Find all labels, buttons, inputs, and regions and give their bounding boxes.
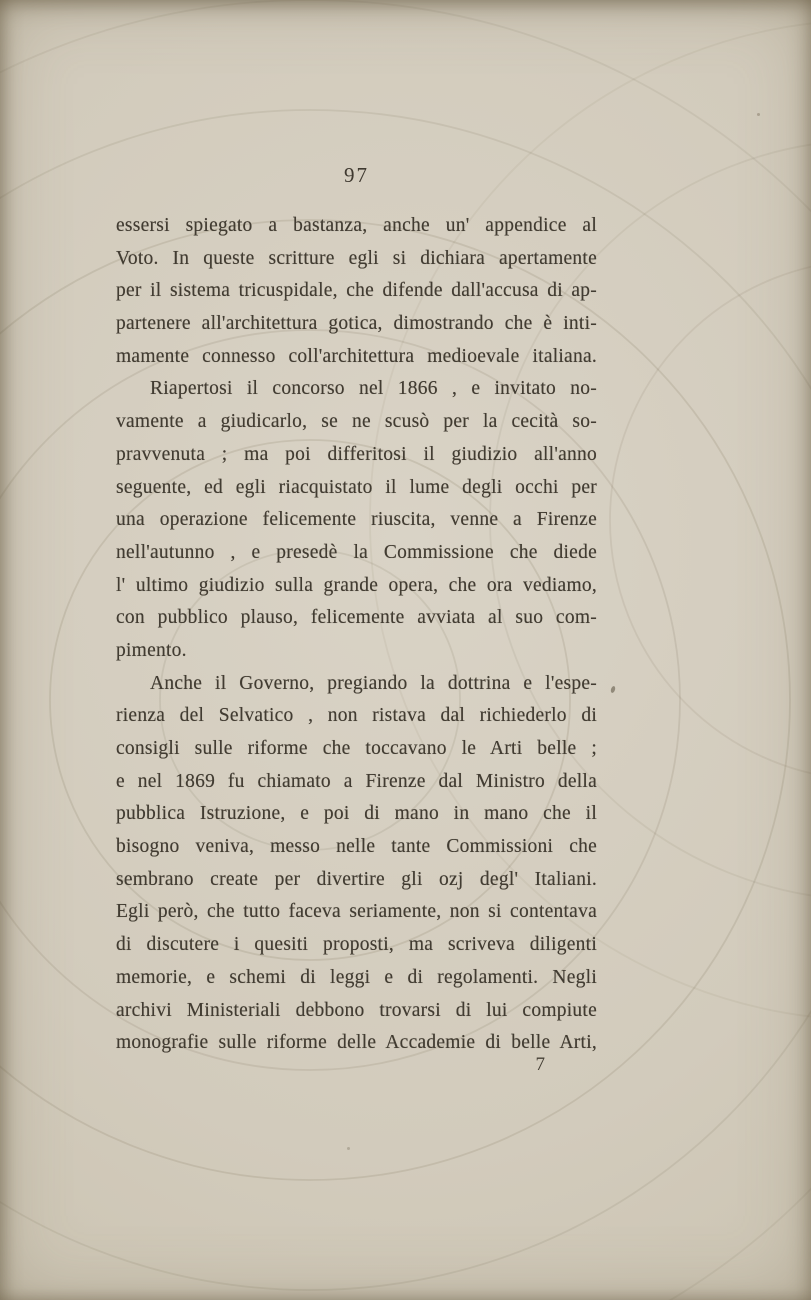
text-line: e nel 1869 fu chiamato a Firenze dal Ministro della xyxy=(116,770,597,792)
text-line: sembrano create per divertire gli ozj degl' Italiani. xyxy=(116,868,597,890)
text-line: pimento. xyxy=(116,639,187,661)
dust-speck xyxy=(757,113,760,116)
text-line: pravvenuta ; ma poi differitosi il giudizio all'anno xyxy=(116,443,597,465)
text-line: Egli però, che tutto faceva seriamente, non si contentava xyxy=(116,901,597,923)
text-line: rienza del Selvatico , non ristava dal richiederlo di xyxy=(116,705,597,727)
text-line: pubblica Istruzione, e poi di mano in mano che il xyxy=(116,803,597,825)
text-line: essersi spiegato a bastanza, anche un' appendice al xyxy=(116,215,597,236)
text-line: Riapertosi il concorso nel 1866 , e invitato no- xyxy=(150,378,597,400)
signature-mark: 7 xyxy=(535,1054,545,1075)
text-line: archivi Ministeriali debbono trovarsi di lui compiute xyxy=(116,999,597,1021)
text-line: Voto. In queste scritture egli si dichiara apertamente xyxy=(116,247,597,269)
text-line: nell'autunno , e presedè la Commissione che diede xyxy=(116,541,597,563)
text-line: per il sistema tricuspidale, che difende dall'accusa di ap- xyxy=(116,280,597,302)
text-line: bisogno veniva, messo nelle tante Commissioni che xyxy=(116,836,597,858)
text-line: con pubblico plauso, felicemente avviata al suo com- xyxy=(116,607,597,629)
text-line: l' ultimo giudizio sulla grande opera, che ora vediamo, xyxy=(116,574,597,596)
text-line: partenere all'architettura gotica, dimostrando che è inti- xyxy=(116,313,597,335)
text-line: una operazione felicemente riuscita, venne a Firenze xyxy=(116,509,597,531)
dust-speck xyxy=(347,1147,350,1150)
text-line: consigli sulle riforme che toccavano le Arti belle ; xyxy=(116,738,597,759)
text-line: mamente connesso coll'architettura medioevale italiana. xyxy=(116,345,597,367)
text-line: vamente a giudicarlo, se ne scusò per la cecità so- xyxy=(116,411,597,433)
page-text xyxy=(116,210,597,1060)
text-line: memorie, e schemi di leggi e di regolamenti. Negli xyxy=(116,966,597,988)
text-line: Anche il Governo, pregiando la dottrina e l'espe- xyxy=(150,672,597,694)
text-line: seguente, ed egli riacquistato il lume degli occhi per xyxy=(116,476,597,498)
text-line: di discutere i quesiti proposti, ma scriveva diligenti xyxy=(116,934,597,956)
dust-speck xyxy=(610,686,616,694)
text-line: monografie sulle riforme delle Accademie di belle Arti, xyxy=(116,1032,597,1054)
page-number: 97 xyxy=(344,163,369,187)
